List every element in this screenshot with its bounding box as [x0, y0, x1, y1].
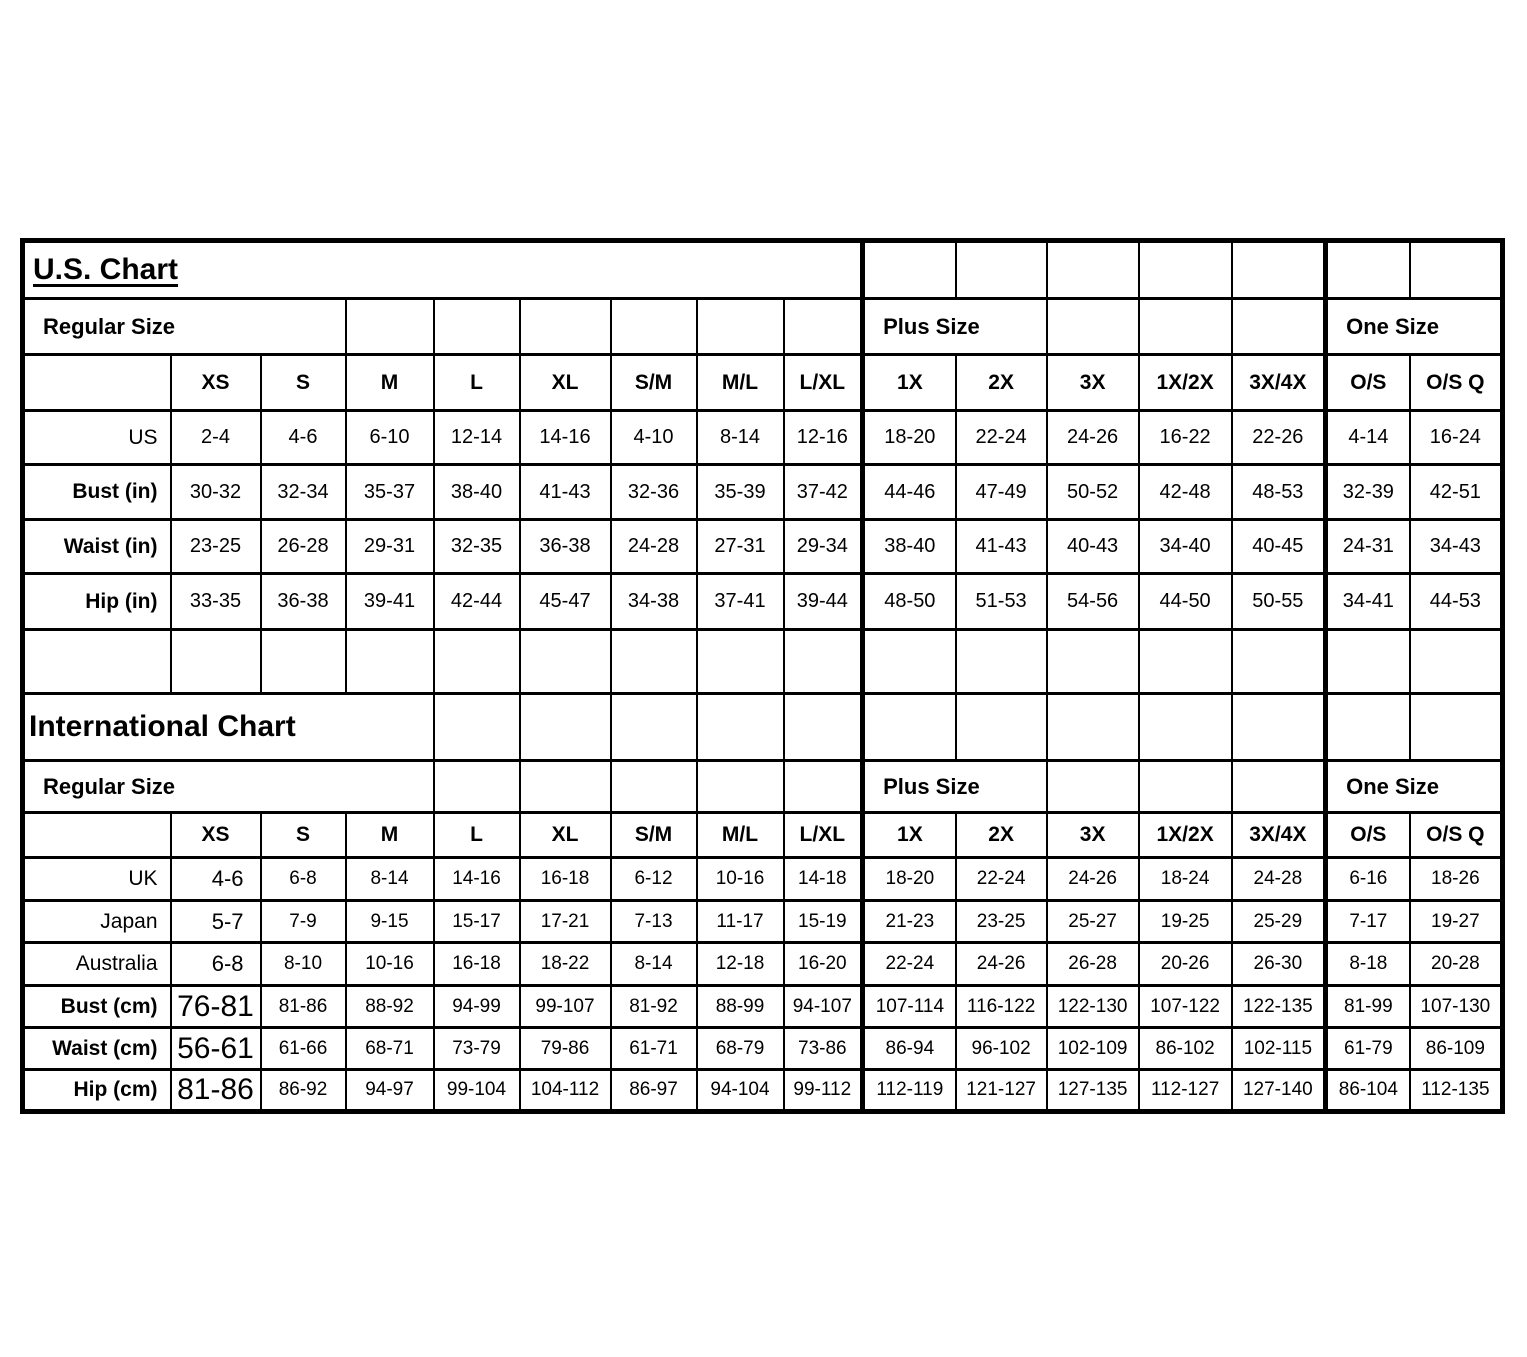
size-value: 4-10	[611, 411, 697, 465]
size-value: 68-71	[346, 1028, 434, 1070]
size-column-header: O/S Q	[1410, 813, 1503, 858]
empty-cell	[520, 761, 611, 813]
size-value: 18-20	[863, 411, 956, 465]
size-value: 88-92	[346, 986, 434, 1028]
size-column-header: 3X	[1047, 813, 1139, 858]
row-label: Japan	[23, 901, 171, 943]
size-value: 34-41	[1326, 574, 1410, 630]
size-column-header: L/XL	[784, 813, 863, 858]
plus-size-label: Plus Size	[863, 761, 1047, 813]
size-value: 94-99	[434, 986, 520, 1028]
regular-size-label: Regular Size	[23, 299, 346, 355]
size-value: 24-28	[611, 520, 697, 574]
size-value: 96-102	[956, 1028, 1047, 1070]
size-value: 10-16	[346, 943, 434, 986]
empty-cell	[784, 630, 863, 694]
size-column-header: XS	[171, 355, 261, 411]
size-value: 54-56	[1047, 574, 1139, 630]
empty-cell	[434, 299, 520, 355]
size-value: 6-8	[261, 858, 346, 901]
empty-cell	[1139, 299, 1232, 355]
size-value: 12-14	[434, 411, 520, 465]
empty-cell	[1047, 694, 1139, 761]
empty-cell	[863, 241, 956, 299]
empty-cell	[1326, 630, 1410, 694]
empty-cell	[434, 694, 520, 761]
empty-cell	[1047, 630, 1139, 694]
size-value: 4-6	[261, 411, 346, 465]
size-value: 122-135	[1232, 986, 1326, 1028]
empty-cell	[1232, 630, 1326, 694]
empty-cell	[611, 630, 697, 694]
size-value: 48-53	[1232, 465, 1326, 520]
size-column-header: 3X/4X	[1232, 355, 1326, 411]
size-value: 16-18	[434, 943, 520, 986]
empty-cell	[520, 299, 611, 355]
size-value: 86-104	[1326, 1070, 1410, 1112]
empty-cell	[434, 761, 520, 813]
size-value: 102-115	[1232, 1028, 1326, 1070]
size-value: 26-30	[1232, 943, 1326, 986]
size-value: 8-10	[261, 943, 346, 986]
size-value: 11-17	[697, 901, 784, 943]
size-value: 86-92	[261, 1070, 346, 1112]
size-value: 7-17	[1326, 901, 1410, 943]
size-value: 24-26	[956, 943, 1047, 986]
size-value: 20-28	[1410, 943, 1503, 986]
row-label: Bust (in)	[23, 465, 171, 520]
size-chart-body	[23, 241, 1503, 1112]
size-column-header: M	[346, 355, 434, 411]
size-value: 30-32	[171, 465, 261, 520]
empty-cell	[1139, 761, 1232, 813]
row-label: Bust (cm)	[23, 986, 171, 1028]
size-value: 22-26	[1232, 411, 1326, 465]
size-column-header: S/M	[611, 355, 697, 411]
size-value: 36-38	[520, 520, 611, 574]
size-value: 14-16	[434, 858, 520, 901]
empty-cell	[956, 694, 1047, 761]
size-value: 22-24	[863, 943, 956, 986]
empty-cell	[520, 630, 611, 694]
size-column-header: M/L	[697, 355, 784, 411]
size-column-header: L/XL	[784, 355, 863, 411]
size-value: 35-39	[697, 465, 784, 520]
size-value: 42-48	[1139, 465, 1232, 520]
size-column-header: S	[261, 813, 346, 858]
size-value: 34-38	[611, 574, 697, 630]
size-value: 7-9	[261, 901, 346, 943]
size-value: 81-86	[171, 1070, 261, 1112]
size-value: 15-17	[434, 901, 520, 943]
size-value: 99-112	[784, 1070, 863, 1112]
size-value: 81-99	[1326, 986, 1410, 1028]
size-value: 5-7	[171, 901, 261, 943]
size-value: 61-79	[1326, 1028, 1410, 1070]
size-value: 25-27	[1047, 901, 1139, 943]
size-value: 44-53	[1410, 574, 1503, 630]
size-column-header: M	[346, 813, 434, 858]
size-value: 79-86	[520, 1028, 611, 1070]
empty-cell	[784, 694, 863, 761]
size-value: 34-43	[1410, 520, 1503, 574]
size-value: 50-52	[1047, 465, 1139, 520]
size-value: 32-36	[611, 465, 697, 520]
size-value: 32-35	[434, 520, 520, 574]
size-column-header: XL	[520, 813, 611, 858]
empty-cell	[1410, 241, 1503, 299]
size-value: 8-18	[1326, 943, 1410, 986]
size-value: 6-10	[346, 411, 434, 465]
row-label: UK	[23, 858, 171, 901]
size-value: 26-28	[1047, 943, 1139, 986]
size-column-header: XS	[171, 813, 261, 858]
empty-cell	[1139, 630, 1232, 694]
size-value: 16-22	[1139, 411, 1232, 465]
size-value: 12-18	[697, 943, 784, 986]
size-value: 68-79	[697, 1028, 784, 1070]
size-value: 45-47	[520, 574, 611, 630]
size-value: 56-61	[171, 1028, 261, 1070]
empty-cell	[261, 630, 346, 694]
size-value: 41-43	[956, 520, 1047, 574]
size-value: 86-97	[611, 1070, 697, 1112]
empty-cell	[956, 630, 1047, 694]
size-value: 116-122	[956, 986, 1047, 1028]
size-value: 88-99	[697, 986, 784, 1028]
size-value: 18-24	[1139, 858, 1232, 901]
size-value: 8-14	[346, 858, 434, 901]
size-value: 102-109	[1047, 1028, 1139, 1070]
size-value: 94-97	[346, 1070, 434, 1112]
row-label: Hip (cm)	[23, 1070, 171, 1112]
empty-cell	[1232, 694, 1326, 761]
size-value: 94-104	[697, 1070, 784, 1112]
size-value: 86-109	[1410, 1028, 1503, 1070]
size-value: 4-14	[1326, 411, 1410, 465]
size-value: 6-12	[611, 858, 697, 901]
size-column-header: 2X	[956, 355, 1047, 411]
size-value: 39-44	[784, 574, 863, 630]
size-value: 121-127	[956, 1070, 1047, 1112]
size-value: 22-24	[956, 858, 1047, 901]
size-value: 41-43	[520, 465, 611, 520]
size-value: 24-26	[1047, 858, 1139, 901]
size-value: 86-102	[1139, 1028, 1232, 1070]
plus-size-label: Plus Size	[863, 299, 1047, 355]
size-value: 8-14	[611, 943, 697, 986]
empty-cell	[611, 694, 697, 761]
empty-cell	[956, 241, 1047, 299]
empty-cell	[1232, 299, 1326, 355]
empty-cell	[1139, 241, 1232, 299]
empty-cell	[1232, 761, 1326, 813]
size-value: 6-16	[1326, 858, 1410, 901]
size-value: 36-38	[261, 574, 346, 630]
size-value: 15-19	[784, 901, 863, 943]
size-value: 16-24	[1410, 411, 1503, 465]
size-value: 24-31	[1326, 520, 1410, 574]
size-value: 94-107	[784, 986, 863, 1028]
row-label: Australia	[23, 943, 171, 986]
size-value: 29-31	[346, 520, 434, 574]
empty-cell	[863, 630, 956, 694]
empty-cell	[611, 299, 697, 355]
size-column-header: 3X	[1047, 355, 1139, 411]
size-value: 19-27	[1410, 901, 1503, 943]
size-value: 42-51	[1410, 465, 1503, 520]
intl-chart-title: International Chart	[23, 694, 434, 761]
size-value: 20-26	[1139, 943, 1232, 986]
size-column-header: 1X/2X	[1139, 813, 1232, 858]
size-value: 21-23	[863, 901, 956, 943]
row-label: Waist (cm)	[23, 1028, 171, 1070]
size-value: 61-66	[261, 1028, 346, 1070]
size-value: 29-34	[784, 520, 863, 574]
size-column-header: 1X	[863, 813, 956, 858]
empty-cell	[171, 630, 261, 694]
size-value: 25-29	[1232, 901, 1326, 943]
size-value: 112-119	[863, 1070, 956, 1112]
size-value: 14-18	[784, 858, 863, 901]
size-value: 40-45	[1232, 520, 1326, 574]
size-value: 86-94	[863, 1028, 956, 1070]
size-value: 23-25	[171, 520, 261, 574]
size-value: 99-104	[434, 1070, 520, 1112]
size-column-header: 1X/2X	[1139, 355, 1232, 411]
size-column-header: O/S Q	[1410, 355, 1503, 411]
one-size-label: One Size	[1326, 299, 1503, 355]
size-value: 6-8	[171, 943, 261, 986]
empty-cell	[1047, 299, 1139, 355]
size-value: 12-16	[784, 411, 863, 465]
size-value: 8-14	[697, 411, 784, 465]
empty-cell	[1139, 694, 1232, 761]
empty-cell	[434, 630, 520, 694]
size-value: 51-53	[956, 574, 1047, 630]
empty-cell	[346, 299, 434, 355]
empty-cell	[346, 630, 434, 694]
size-column-header: S	[261, 355, 346, 411]
regular-size-label: Regular Size	[23, 761, 434, 813]
empty-cell	[784, 761, 863, 813]
size-chart-table	[20, 238, 1505, 1114]
size-value: 2-4	[171, 411, 261, 465]
size-value: 47-49	[956, 465, 1047, 520]
size-column-header: O/S	[1326, 813, 1410, 858]
row-label: US	[23, 411, 171, 465]
size-value: 37-42	[784, 465, 863, 520]
one-size-label: One Size	[1326, 761, 1503, 813]
empty-cell	[1410, 630, 1503, 694]
size-value: 107-122	[1139, 986, 1232, 1028]
empty-cell	[1410, 694, 1503, 761]
size-value: 37-41	[697, 574, 784, 630]
size-value: 81-86	[261, 986, 346, 1028]
size-value: 81-92	[611, 986, 697, 1028]
row-label-corner	[23, 355, 171, 411]
size-column-header: L	[434, 355, 520, 411]
size-value: 26-28	[261, 520, 346, 574]
size-value: 4-6	[171, 858, 261, 901]
size-value: 9-15	[346, 901, 434, 943]
size-value: 40-43	[1047, 520, 1139, 574]
size-value: 22-24	[956, 411, 1047, 465]
size-value: 24-28	[1232, 858, 1326, 901]
size-value: 73-86	[784, 1028, 863, 1070]
size-value: 18-22	[520, 943, 611, 986]
size-value: 16-20	[784, 943, 863, 986]
size-value: 17-21	[520, 901, 611, 943]
size-value: 42-44	[434, 574, 520, 630]
empty-cell	[697, 299, 784, 355]
size-value: 32-39	[1326, 465, 1410, 520]
empty-cell	[697, 694, 784, 761]
empty-cell	[611, 761, 697, 813]
empty-cell	[1232, 241, 1326, 299]
size-value: 34-40	[1139, 520, 1232, 574]
size-column-header: XL	[520, 355, 611, 411]
size-value: 24-26	[1047, 411, 1139, 465]
size-value: 44-46	[863, 465, 956, 520]
size-value: 19-25	[1139, 901, 1232, 943]
size-column-header: 1X	[863, 355, 956, 411]
us-chart-title: U.S. Chart	[23, 241, 863, 299]
size-value: 10-16	[697, 858, 784, 901]
row-label: Waist (in)	[23, 520, 171, 574]
size-value: 61-71	[611, 1028, 697, 1070]
size-column-header: M/L	[697, 813, 784, 858]
size-column-header: O/S	[1326, 355, 1410, 411]
row-label: Hip (in)	[23, 574, 171, 630]
empty-cell	[697, 761, 784, 813]
size-value: 73-79	[434, 1028, 520, 1070]
empty-cell	[1326, 694, 1410, 761]
size-value: 35-37	[346, 465, 434, 520]
size-value: 38-40	[434, 465, 520, 520]
empty-cell	[1047, 241, 1139, 299]
empty-cell	[697, 630, 784, 694]
size-value: 33-35	[171, 574, 261, 630]
size-column-header: S/M	[611, 813, 697, 858]
size-value: 18-20	[863, 858, 956, 901]
size-value: 107-130	[1410, 986, 1503, 1028]
size-value: 38-40	[863, 520, 956, 574]
size-value: 48-50	[863, 574, 956, 630]
size-value: 32-34	[261, 465, 346, 520]
size-value: 16-18	[520, 858, 611, 901]
size-value: 76-81	[171, 986, 261, 1028]
size-column-header: L	[434, 813, 520, 858]
size-value: 127-135	[1047, 1070, 1139, 1112]
size-value: 107-114	[863, 986, 956, 1028]
size-value: 44-50	[1139, 574, 1232, 630]
size-column-header: 2X	[956, 813, 1047, 858]
empty-cell	[1326, 241, 1410, 299]
size-value: 127-140	[1232, 1070, 1326, 1112]
row-label-corner	[23, 813, 171, 858]
size-value: 50-55	[1232, 574, 1326, 630]
size-value: 7-13	[611, 901, 697, 943]
empty-cell	[520, 694, 611, 761]
empty-cell	[784, 299, 863, 355]
size-value: 104-112	[520, 1070, 611, 1112]
size-value: 112-127	[1139, 1070, 1232, 1112]
size-value: 39-41	[346, 574, 434, 630]
size-value: 18-26	[1410, 858, 1503, 901]
empty-cell	[1047, 761, 1139, 813]
empty-cell	[23, 630, 171, 694]
size-value: 122-130	[1047, 986, 1139, 1028]
size-value: 112-135	[1410, 1070, 1503, 1112]
size-value: 99-107	[520, 986, 611, 1028]
size-value: 27-31	[697, 520, 784, 574]
size-value: 14-16	[520, 411, 611, 465]
size-value: 23-25	[956, 901, 1047, 943]
size-column-header: 3X/4X	[1232, 813, 1326, 858]
empty-cell	[863, 694, 956, 761]
